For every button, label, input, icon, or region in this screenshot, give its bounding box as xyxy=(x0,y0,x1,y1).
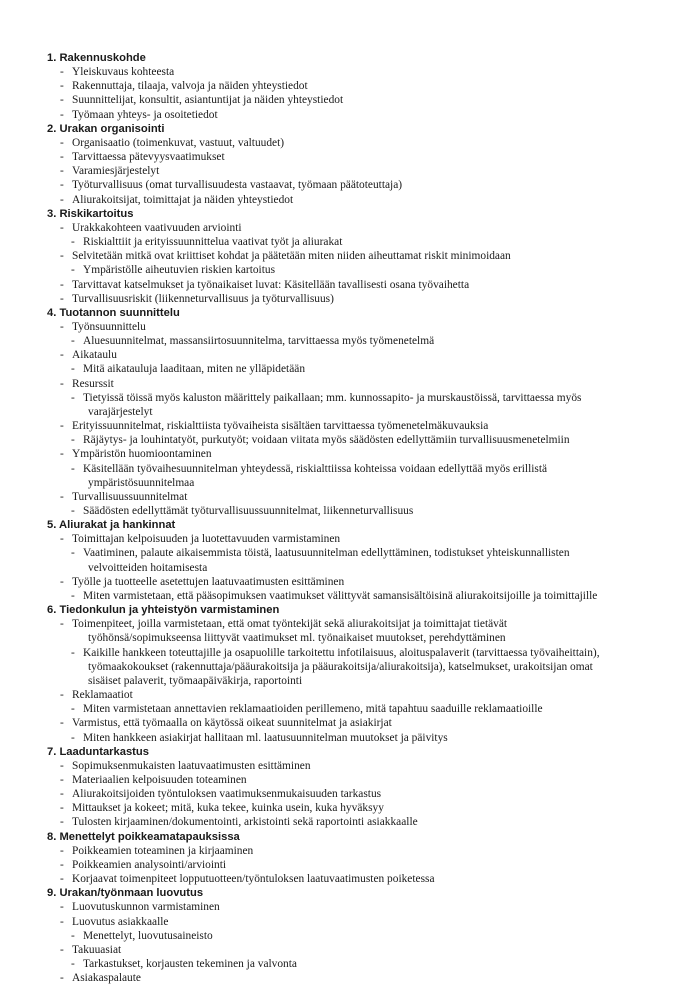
list-item: - Turvallisuussuunnitelmat xyxy=(47,490,669,504)
list-item: - Turvallisuusriskit (liikenneturvallisuus ja työturvallisuus) xyxy=(47,292,669,306)
section-heading: 1. Rakennuskohde xyxy=(47,52,146,64)
section-heading: 9. Urakan/työnmaan luovutus xyxy=(47,887,204,900)
section-heading: 8. Menettelyt poikkeamatapauksissa xyxy=(47,830,240,843)
list-item: - Työmaan yhteys- ja osoitetiedot xyxy=(47,108,669,122)
list-item: - Resurssit xyxy=(47,377,669,391)
section-heading: 6. Tiedonkulun ja yhteistyön varmistaminen xyxy=(47,604,280,617)
list-item: - Poikkeamien toteaminen ja kirjaaminen xyxy=(47,844,669,858)
list-item: - Mittaukset ja kokeet; mitä, kuka tekee, kuinka usein, kuka hyväksyy xyxy=(47,801,669,815)
list-item: - Suunnittelijat, konsultit, asiantuntijat ja näiden yhteystiedot xyxy=(47,93,669,107)
list-item: - Yleiskuvaus kohteesta xyxy=(47,65,669,79)
list-item: - Materiaalien kelpoisuuden toteaminen xyxy=(47,773,669,787)
list-item: - Asiakaspalaute xyxy=(47,971,669,985)
list-item: - Rakennuttaja, tilaaja, valvoja ja näiden yhteystiedot xyxy=(47,79,669,93)
section-heading: 5. Aliurakat ja hankinnat xyxy=(47,519,176,532)
list-item: - Erityissuunnitelmat, riskialttiista työvaiheista sisältäen tarvittaessa työmenetelmäkuvauksia xyxy=(47,419,669,433)
continuation-line: työmaakokoukset (rakennuttaja/pääurakoitsija ja pääurakoitsija/aliurakoitsija), katselmukset, urakoitsijan omat xyxy=(88,660,593,673)
section-heading: 4. Tuotannon suunnittelu xyxy=(47,306,180,319)
sub-list-item: - Miten varmistetaan, että pääsopimuksen vaatimukset välittyvät samansisältöisinä aliurakoitsijoille ja toimittajille xyxy=(47,589,669,603)
list-item: - Poikkeamien analysointi/arviointi xyxy=(47,858,669,872)
list-item: - Ympäristön huomioontaminen xyxy=(47,447,669,461)
sub-list-item: - Kaikille hankkeen toteuttajille ja osapuolille tarkoitettu infotilaisuus, aloituspalaverit (tarvittaessa työvaiheittain), xyxy=(47,646,669,660)
list-item: - Toimittajan kelpoisuuden ja luotettavuuden varmistaminen xyxy=(47,532,669,546)
sub-list-item: - Riskialttiit ja erityissuunnittelua vaativat työt ja aliurakat xyxy=(47,235,669,249)
list-item: - Aliurakoitsijoiden työntuloksen vaatimuksenmukaisuuden tarkastus xyxy=(47,787,669,801)
list-item: - Korjaavat toimenpiteet lopputuotteen/työntuloksen laatuvaatimusten poiketessa xyxy=(47,872,669,886)
list-item: - Luovutuskunnon varmistaminen xyxy=(47,900,669,914)
list-item: - Aikataulu xyxy=(47,348,669,362)
sub-list-item: - Säädösten edellyttämät työturvallisuussuunnitelmat, liikenneturvallisuus xyxy=(47,504,669,518)
list-item: - Reklamaatiot xyxy=(47,688,669,702)
continuation-line: työhönsä/sopimukseensa liittyvät vaatimukset ml. työnaikaiset muutokset, perehdyttäminen xyxy=(88,632,506,645)
list-item: - Työlle ja tuotteelle asetettujen laatuvaatimusten esittäminen xyxy=(47,575,669,589)
sub-list-item: - Mitä aikatauluja laaditaan, miten ne ylläpidetään xyxy=(47,362,669,376)
sub-list-item: - Menettelyt, luovutusaineisto xyxy=(47,929,669,943)
list-item: - Luovutus asiakkaalle xyxy=(47,915,669,929)
continuation-line: ympäristösuunnitelmaa xyxy=(88,476,195,489)
list-item: - Toimenpiteet, joilla varmistetaan, että omat työntekijät sekä aliurakoitsijat ja toimittajat tietävät xyxy=(47,617,669,631)
list-item: - Työnsuunnittelu xyxy=(47,320,669,334)
list-item: - Takuuasiat xyxy=(47,943,669,957)
list-item: - Tarvittaessa pätevyysvaatimukset xyxy=(47,150,669,164)
list-item: - Urakkakohteen vaativuuden arviointi xyxy=(47,221,669,235)
sub-list-item: - Tietyissä töissä myös kaluston määrittely paikallaan; mm. kunnossapito- ja murskaustöissä, tarvittaessa myös xyxy=(47,391,669,405)
section-heading: 3. Riskikartoitus xyxy=(47,207,134,220)
list-item: - Varamiesjärjestelyt xyxy=(47,164,669,178)
list-item: - Työturvallisuus (omat turvallisuudesta vastaavat, työmaan päätoteuttaja) xyxy=(47,178,669,192)
sub-list-item: - Miten hankkeen asiakirjat hallitaan ml. laatusuunnitelman muutokset ja päivitys xyxy=(47,731,669,745)
list-item: - Varmistus, että työmaalla on käytössä oikeat suunnitelmat ja asiakirjat xyxy=(47,716,669,730)
sub-list-item: - Vaatiminen, palaute aikaisemmista töistä, laatusuunnitelman edellyttäminen, todistukset yhteiskunnallisten xyxy=(47,546,669,560)
list-item: - Selvitetään mitkä ovat kriittiset kohdat ja päätetään miten niiden aiheuttamat riskit minimoidaan xyxy=(47,249,669,263)
section-heading: 2. Urakan organisointi xyxy=(47,122,165,135)
continuation-line: velvoitteiden hoitamisesta xyxy=(88,561,208,574)
continuation-line: sisäiset palaverit, työmaapäiväkirja, raportointi xyxy=(88,674,303,687)
list-item: - Sopimuksenmukaisten laatuvaatimusten esittäminen xyxy=(47,759,669,773)
sub-list-item: - Käsitellään työvaihesuunnitelman yhteydessä, riskialttiissa kohteissa voidaan edellyttää myös erillistä xyxy=(47,462,669,476)
list-item: - Tulosten kirjaaminen/dokumentointi, arkistointi sekä raportointi asiakkaalle xyxy=(47,815,669,829)
continuation-line: varajärjestelyt xyxy=(88,405,153,418)
list-item: - Aliurakoitsijat, toimittajat ja näiden yhteystiedot xyxy=(47,193,669,207)
sub-list-item: - Räjäytys- ja louhintatyöt, purkutyöt; voidaan viitata myös säädösten edellyttämiin turvallisuusmenetelmiin xyxy=(47,433,669,447)
sub-list-item: - Aluesuunnitelmat, massansiirtosuunnitelma, tarvittaessa myös työmenetelmä xyxy=(47,334,669,348)
list-item: - Organisaatio (toimenkuvat, vastuut, valtuudet) xyxy=(47,136,669,150)
sub-list-item: - Tarkastukset, korjausten tekeminen ja valvonta xyxy=(47,957,669,971)
sub-list-item: - Ympäristölle aiheutuvien riskien kartoitus xyxy=(47,263,669,277)
sub-list-item: - Miten varmistetaan annettavien reklamaatioiden perillemeno, mitä tapahtuu saaduille reklamaatioille xyxy=(47,702,669,716)
list-item: - Tarvittavat katselmukset ja työnaikaiset luvat: Käsitellään tavallisesti osana työvaihetta xyxy=(47,278,669,292)
section-heading: 7. Laaduntarkastus xyxy=(47,745,149,758)
